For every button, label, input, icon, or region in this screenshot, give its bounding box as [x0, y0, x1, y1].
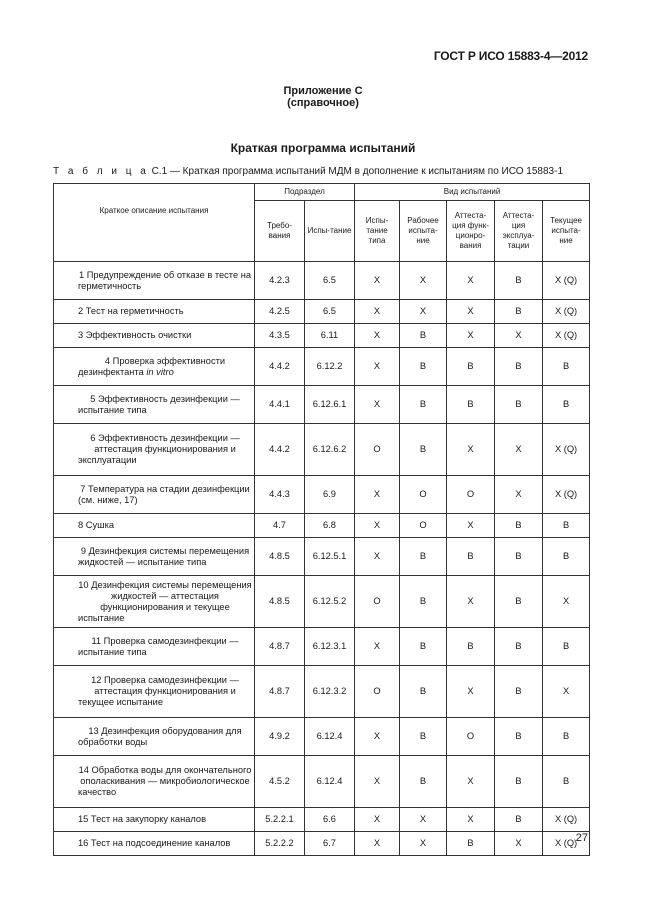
header-working-test: Рабочее испыта-ние — [400, 201, 447, 262]
row-description-label: 9 Дезинфекция системы перемещения жидкостей — испытание типа — [78, 545, 250, 567]
row-requirement-ref: 5.2.2.1 — [255, 808, 305, 832]
test-program-table — [53, 183, 590, 856]
cell-working-test: В — [400, 756, 447, 808]
row-description-label: 3 Эффективность очистки — [78, 330, 192, 340]
cell-working-test: X — [400, 832, 447, 856]
table-body — [54, 262, 590, 856]
cell-working-test: В — [400, 348, 447, 386]
row-description-text — [56, 765, 252, 798]
row-description — [54, 424, 255, 476]
cell-functional-attestation: X — [447, 324, 495, 348]
row-description — [54, 666, 255, 718]
row-description — [54, 808, 255, 832]
cell-current-test: В — [543, 756, 590, 808]
table-row — [54, 666, 590, 718]
appendix-heading — [0, 85, 646, 109]
cell-type-test: X — [355, 514, 400, 538]
table-row — [54, 576, 590, 628]
row-requirement-ref: 4.7 — [255, 514, 305, 538]
header-requirements: Требо-вания — [255, 201, 305, 262]
table-row — [54, 718, 590, 756]
table-row — [54, 476, 590, 514]
cell-current-test: В — [543, 348, 590, 386]
row-description-label: 10 Дезинфекция системы перемещения жидкостей — аттестация функционирования и текущее испытание — [78, 579, 252, 623]
cell-operational-attestation: В — [495, 386, 543, 424]
cell-working-test: X — [400, 300, 447, 324]
cell-working-test: В — [400, 324, 447, 348]
row-test-ref: 6.11 — [305, 324, 355, 348]
cell-working-test: В — [400, 424, 447, 476]
cell-type-test: O — [355, 424, 400, 476]
row-description-text — [56, 433, 252, 466]
table-row — [54, 756, 590, 808]
row-requirement-ref: 4.8.5 — [255, 538, 305, 576]
cell-operational-attestation: В — [495, 576, 543, 628]
header-functional-attestation: Аттеста-ция функ-ционро-вания — [447, 201, 495, 262]
row-requirement-ref: 4.4.1 — [255, 386, 305, 424]
appendix-title: Приложение С — [283, 85, 363, 97]
row-description — [54, 538, 255, 576]
cell-functional-attestation: O — [447, 718, 495, 756]
cell-functional-attestation: В — [447, 386, 495, 424]
cell-working-test: В — [400, 576, 447, 628]
cell-functional-attestation: В — [447, 538, 495, 576]
row-description — [54, 832, 255, 856]
cell-working-test: В — [400, 718, 447, 756]
row-description-text — [56, 546, 252, 568]
cell-type-test: O — [355, 576, 400, 628]
table-row — [54, 324, 590, 348]
row-requirement-ref: 4.4.2 — [255, 348, 305, 386]
cell-functional-attestation: X — [447, 514, 495, 538]
cell-current-test: X (Q) — [543, 262, 590, 300]
cell-working-test: X — [400, 262, 447, 300]
appendix-subtitle: (справочное) — [287, 97, 359, 109]
cell-working-test: В — [400, 538, 447, 576]
row-requirement-ref: 4.2.5 — [255, 300, 305, 324]
table-row — [54, 808, 590, 832]
row-requirement-ref: 4.3.5 — [255, 324, 305, 348]
cell-type-test: X — [355, 628, 400, 666]
row-test-ref: 6.9 — [305, 476, 355, 514]
cell-functional-attestation: X — [447, 756, 495, 808]
row-description-text — [56, 580, 252, 624]
row-requirement-ref: 4.4.2 — [255, 424, 305, 476]
row-description-label: 6 Эффективность дезинфекции — аттестация функционирования и эксплуатации — [78, 433, 240, 465]
row-description — [54, 628, 255, 666]
row-requirement-ref: 5.2.2.2 — [255, 832, 305, 856]
row-test-ref: 6.5 — [305, 300, 355, 324]
table-row — [54, 424, 590, 476]
cell-current-test: В — [543, 718, 590, 756]
cell-type-test: O — [355, 666, 400, 718]
table-row — [54, 262, 590, 300]
cell-functional-attestation: X — [447, 424, 495, 476]
table-row — [54, 538, 590, 576]
cell-operational-attestation: X — [495, 324, 543, 348]
row-test-ref: 6.12.2 — [305, 348, 355, 386]
row-test-ref: 6.12.3.2 — [305, 666, 355, 718]
row-description — [54, 386, 255, 424]
row-description-text — [56, 636, 252, 658]
cell-functional-attestation: В — [447, 832, 495, 856]
cell-current-test: X (Q) — [543, 476, 590, 514]
row-description — [54, 262, 255, 300]
cell-type-test: X — [355, 718, 400, 756]
cell-operational-attestation: В — [495, 718, 543, 756]
row-description-label: 2 Тест на герметичность — [78, 306, 184, 316]
row-description-text — [56, 306, 252, 317]
row-test-ref: 6.8 — [305, 514, 355, 538]
cell-working-test: O — [400, 476, 447, 514]
caption-text: — Краткая программа испытаний МДМ в дополнение к испытаниям по ИСО 15883-1 — [167, 166, 563, 177]
row-description — [54, 756, 255, 808]
cell-current-test: X — [543, 576, 590, 628]
row-description-text — [56, 726, 252, 748]
cell-working-test: X — [400, 808, 447, 832]
table-row — [54, 386, 590, 424]
header-tests: Испы-тание — [305, 201, 355, 262]
cell-working-test: В — [400, 386, 447, 424]
row-description — [54, 514, 255, 538]
row-description-label: 11 Проверка самодезинфекции — испытание типа — [78, 635, 239, 657]
cell-type-test: X — [355, 832, 400, 856]
row-description-text — [56, 520, 252, 531]
cell-functional-attestation: В — [447, 348, 495, 386]
cell-operational-attestation: В — [495, 666, 543, 718]
row-description-label: 7 Температура на стадии дезинфекции (см. ниже, 17) — [78, 483, 250, 505]
row-requirement-ref: 4.8.7 — [255, 666, 305, 718]
row-description-label: 12 Проверка самодезинфекции — аттестация функционирования и текущее испытание — [78, 675, 239, 707]
header-operational-attestation: Аттеста-ция эксплуа-тации — [495, 201, 543, 262]
cell-operational-attestation: В — [495, 756, 543, 808]
table-row — [54, 300, 590, 324]
row-description-label: 1 Предупреждение об отказе в тесте на герметичность — [78, 269, 252, 291]
cell-type-test: X — [355, 262, 400, 300]
row-test-ref: 6.5 — [305, 262, 355, 300]
cell-functional-attestation: X — [447, 300, 495, 324]
row-description — [54, 348, 255, 386]
cell-working-test: В — [400, 628, 447, 666]
page-title: Краткая программа испытаний — [230, 141, 416, 155]
row-test-ref: 6.12.5.1 — [305, 538, 355, 576]
cell-type-test: X — [355, 756, 400, 808]
cell-current-test: В — [543, 628, 590, 666]
row-description — [54, 718, 255, 756]
row-test-ref: 6.12.4 — [305, 718, 355, 756]
row-test-ref: 6.12.6.1 — [305, 386, 355, 424]
row-description-text — [56, 838, 252, 849]
cell-functional-attestation: X — [447, 808, 495, 832]
cell-current-test: В — [543, 538, 590, 576]
row-test-ref: 6.7 — [305, 832, 355, 856]
row-description-text — [56, 394, 252, 416]
table-row — [54, 514, 590, 538]
cell-functional-attestation: В — [447, 628, 495, 666]
cell-operational-attestation: В — [495, 808, 543, 832]
table-caption — [53, 166, 563, 177]
cell-operational-attestation: X — [495, 424, 543, 476]
row-description-label: 14 Обработка воды для окончательного ополаскивания — микробиологическое качество — [78, 765, 252, 797]
cell-current-test: В — [543, 514, 590, 538]
cell-current-test: X (Q) — [543, 832, 590, 856]
cell-current-test: X (Q) — [543, 324, 590, 348]
cell-working-test: В — [400, 666, 447, 718]
cell-current-test: X (Q) — [543, 808, 590, 832]
cell-operational-attestation: В — [495, 348, 543, 386]
cell-functional-attestation: X — [447, 576, 495, 628]
header-description: Краткое описание испытания — [54, 184, 255, 262]
cell-operational-attestation: В — [495, 628, 543, 666]
row-description — [54, 576, 255, 628]
row-requirement-ref: 4.2.3 — [255, 262, 305, 300]
row-description-italic: in vitro — [146, 366, 174, 377]
row-test-ref: 6.12.4 — [305, 756, 355, 808]
cell-operational-attestation: В — [495, 300, 543, 324]
cell-type-test: X — [355, 808, 400, 832]
row-description-label: 16 Тест на подсоединение каналов — [78, 838, 231, 848]
cell-current-test: X — [543, 666, 590, 718]
cell-type-test: X — [355, 538, 400, 576]
row-requirement-ref: 4.4.3 — [255, 476, 305, 514]
row-description — [54, 324, 255, 348]
cell-operational-attestation: В — [495, 538, 543, 576]
row-description-label: 4 Проверка эффективности дезинфектанта — [78, 355, 226, 377]
cell-functional-attestation: X — [447, 262, 495, 300]
page-number: 27 — [575, 832, 588, 844]
row-requirement-ref: 4.8.7 — [255, 628, 305, 666]
row-description-text — [56, 330, 252, 341]
header-current-test: Текущее испыта-ние — [543, 201, 590, 262]
row-description-text — [56, 675, 252, 708]
cell-current-test: X (Q) — [543, 300, 590, 324]
cell-operational-attestation: X — [495, 476, 543, 514]
cell-working-test: O — [400, 514, 447, 538]
row-description-label: 15 Тест на закупорку каналов — [78, 814, 207, 824]
document-code: ГОСТ Р ИСО 15883-4—2012 — [433, 49, 588, 63]
header-type-test: Испы-тание типа — [355, 201, 400, 262]
cell-operational-attestation: В — [495, 514, 543, 538]
cell-type-test: X — [355, 300, 400, 324]
row-description-label: 8 Сушка — [78, 520, 115, 530]
row-requirement-ref: 4.9.2 — [255, 718, 305, 756]
row-description — [54, 300, 255, 324]
cell-functional-attestation: O — [447, 476, 495, 514]
row-test-ref: 6.12.6.2 — [305, 424, 355, 476]
row-test-ref: 6.12.5.2 — [305, 576, 355, 628]
cell-type-test: X — [355, 476, 400, 514]
row-description-label: 13 Дезинфекция оборудования для обработки воды — [78, 725, 242, 747]
row-description-text — [56, 484, 252, 506]
row-description-text — [56, 356, 252, 378]
row-requirement-ref: 4.8.5 — [255, 576, 305, 628]
header-subsection: Подраздел — [255, 184, 355, 201]
row-description-text — [56, 814, 252, 825]
caption-label: Т а б л и ц а — [53, 166, 149, 177]
row-description-label: 5 Эффективность дезинфекции — испытание типа — [78, 393, 240, 415]
header-test-types: Вид испытаний — [355, 184, 590, 201]
row-description-text — [56, 270, 252, 292]
cell-operational-attestation: В — [495, 262, 543, 300]
table-row — [54, 832, 590, 856]
caption-number: С.1 — [151, 166, 168, 177]
row-requirement-ref: 4.5.2 — [255, 756, 305, 808]
table-row — [54, 628, 590, 666]
cell-operational-attestation: X — [495, 832, 543, 856]
row-test-ref: 6.12.3.1 — [305, 628, 355, 666]
cell-type-test: X — [355, 324, 400, 348]
row-description — [54, 476, 255, 514]
table-row — [54, 348, 590, 386]
row-test-ref: 6.6 — [305, 808, 355, 832]
cell-type-test: X — [355, 348, 400, 386]
cell-current-test: X (Q) — [543, 424, 590, 476]
cell-type-test: X — [355, 386, 400, 424]
cell-functional-attestation: X — [447, 666, 495, 718]
cell-current-test: В — [543, 386, 590, 424]
